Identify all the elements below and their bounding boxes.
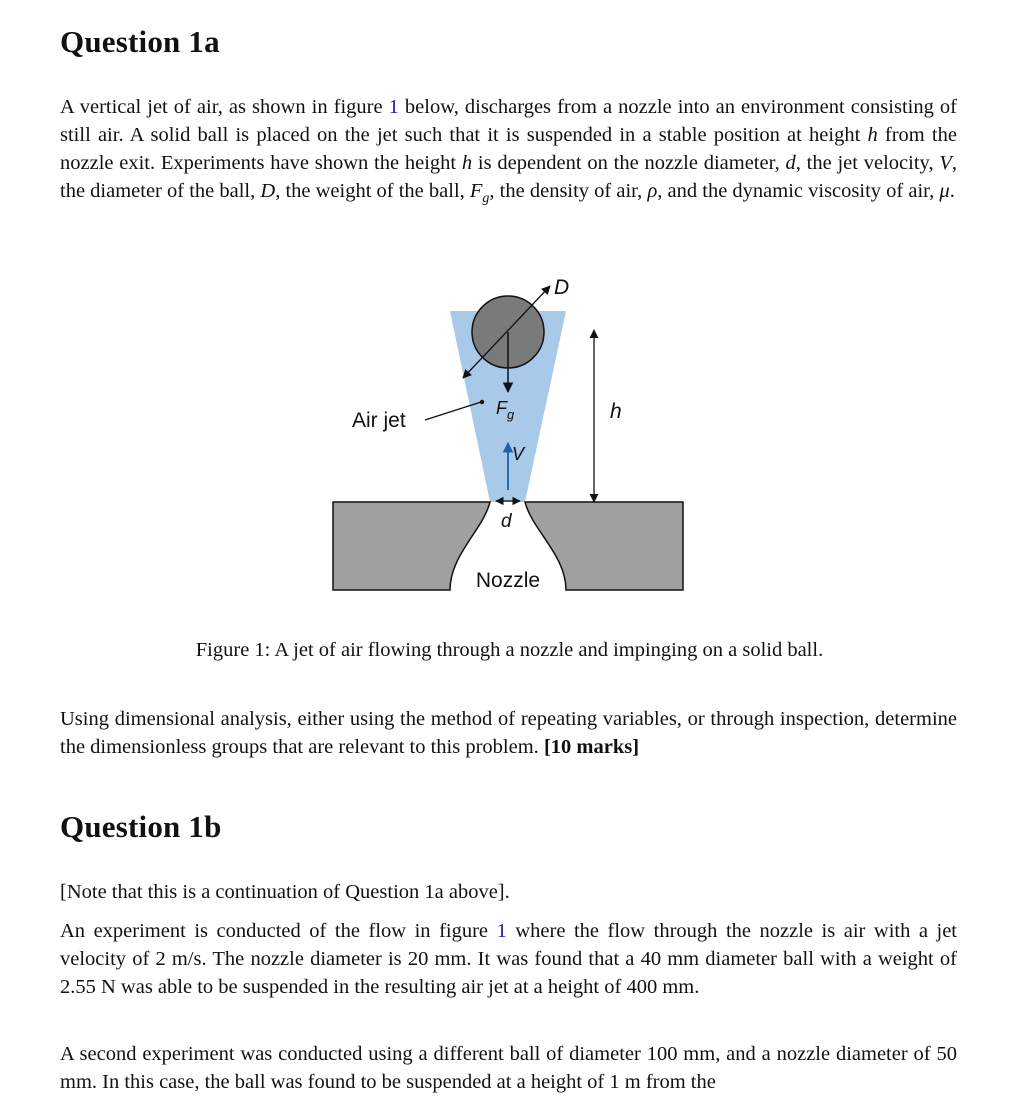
question-1b-note: [Note that this is a continuation of Question 1a above].	[60, 881, 510, 903]
nozzle-block-left	[333, 502, 490, 590]
question-1a-task: Using dimensional analysis, either using the method of repeating variables, or through inspection, determine the dimensionless groups that are relevant to this problem. [10 marks]	[60, 708, 957, 758]
marks-label: [10 marks]	[543, 736, 640, 758]
label-air-jet: Air jet	[352, 409, 406, 432]
label-V: V	[512, 444, 525, 464]
air-jet-leader-dot	[480, 400, 484, 404]
figure-reference-link-2[interactable]: 1	[496, 920, 507, 942]
figure-caption: Figure 1: A jet of air flowing through a nozzle and impinging on a solid ball.	[195, 639, 824, 661]
label-h: h	[610, 400, 622, 423]
nozzle-block-right	[525, 502, 683, 590]
figure-reference-link[interactable]: 1	[388, 96, 399, 118]
label-d: d	[501, 511, 512, 532]
question-1b-heading: Question 1b	[60, 809, 222, 844]
question-1a-paragraph: A vertical jet of air, as shown in figure 1 below, discharges from a nozzle into an environment consisting of still air. A solid ball is placed on the jet such that it is suspended in a stable position at height h from the nozzle exit. Experiments have shown the height h is dependent on the nozzle diameter, d, the jet velocity, V, the diameter of the ball, D, the weight of the ball, $F_g$, the density of air, ρ, and the dynamic viscosity of air, μ.	[60, 96, 957, 207]
label-nozzle: Nozzle	[475, 569, 541, 592]
nozzle-jet-figure	[0, 260, 1019, 600]
question-1b-paragraph-2: A second experiment was conducted using a different ball of diameter 100 mm, and a nozzle diameter of 50 mm. In this case, the ball was found to be suspended at a height of 1 m from the	[60, 1043, 957, 1093]
label-Fg: $F_g$	[496, 398, 515, 422]
question-1a-heading: Question 1a	[60, 24, 220, 59]
label-D: D	[554, 276, 570, 299]
question-1b-paragraph-1: An experiment is conducted of the flow in figure 1 where the flow through the nozzle is air with a jet velocity of 2 m/s. The nozzle diameter is 20 mm. It was found that a 40 mm diameter ball with a weight of 2.55 N was able to be suspended in the resulting air jet at a height of 400 mm.	[60, 920, 957, 998]
